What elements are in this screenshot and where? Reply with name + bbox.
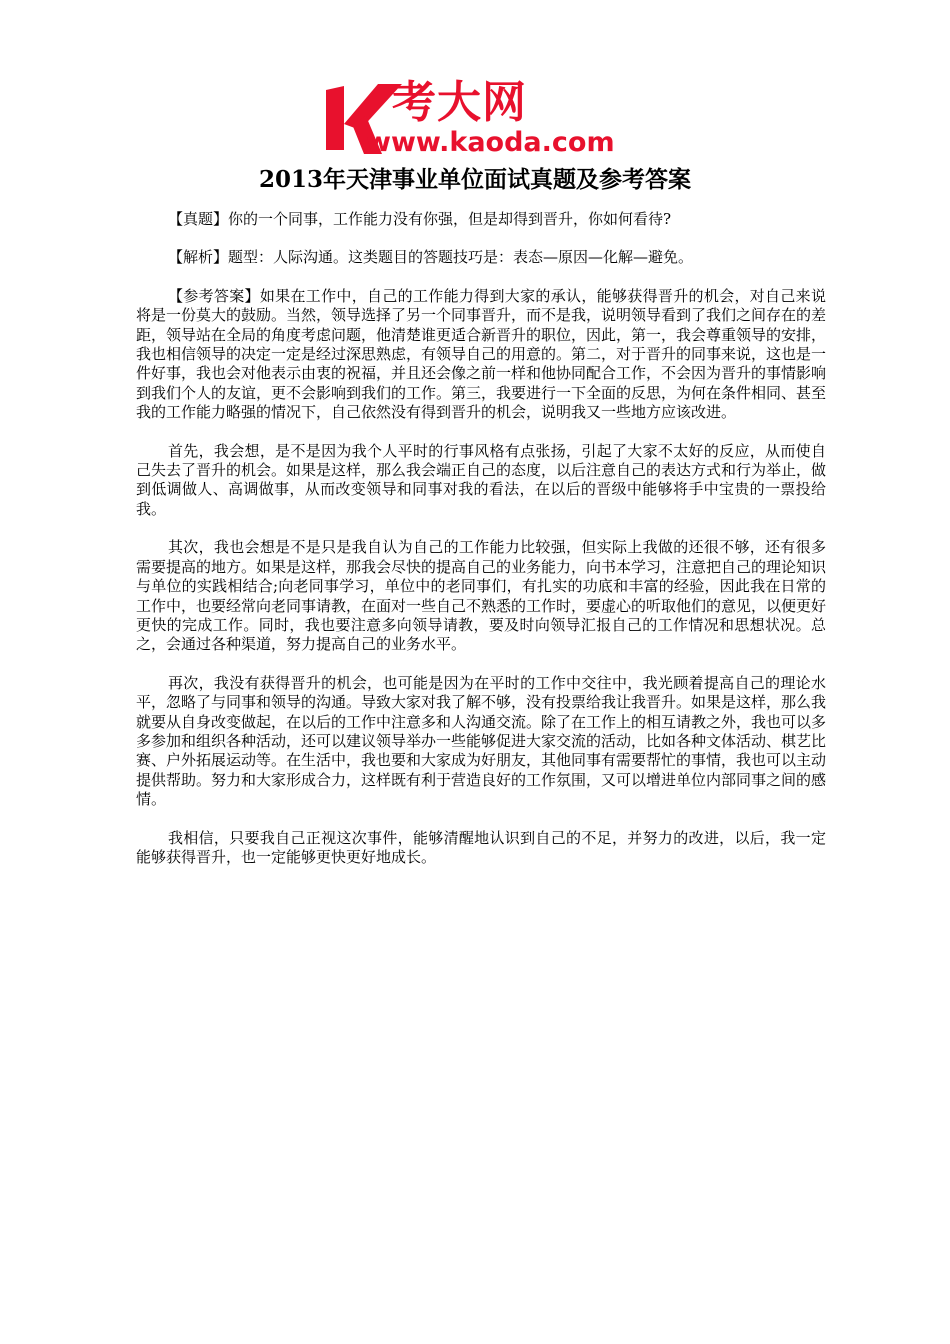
page-title: 2013年天津事业单位面试真题及参考答案 <box>258 166 691 193</box>
answer-paragraph: 【参考答案】如果在工作中，自己的工作能力得到大家的承认，能够获得晋升的机会，对自己来说将是一份莫大的鼓励。当然，领导选择了另一个同事晋升，而不是我，说明领导看到了我们之间存在的差距，领导站在全局的角度考虑问题，他清楚谁更适合新晋升的职位，因此，第一，我会尊重领导的安排，我也相信领导的决定一定是经过深思熟虑，有领导自己的用意的。第二，对于晋升的同事来说，这也是一件好事，我也会对他表示由衷的祝福，并且还会像之前一样和他协同配合工作，不会因为晋升的事情影响到我们个人的友谊，更不会影响到我们的工作。第三，我要进行一下全面的反思，为何在条件相同、甚至我的工作能力略强的情况下，自己依然没有得到晋升的机会，说明我又一些地方应该改进。 <box>136 286 827 422</box>
answer-first-paragraph: 首先，我会想，是不是因为我个人平时的行事风格有点张扬，引起了大家不太好的反应，从而使自己失去了晋升的机会。如果是这样，那么我会端正自己的态度，以后注意自己的表达方式和行为举止，做到低调做人、高调做事，从而改变领导和同事对我的看法，在以后的晋级中能够将手中宝贵的一票投给我。 <box>136 441 827 518</box>
answer-second-paragraph: 其次，我也会想是不是只是我自认为自己的工作能力比较强，但实际上我做的还很不够，还有很多需要提高的地方。如果是这样，那我会尽快的提高自己的业务能力，向书本学习，注意把自己的理论知识与单位的实践相结合;向老同事学习，单位中的老同事们，有扎实的功底和丰富的经验，因此我在日常的工作中，也要经常向老同事请教，在面对一些自己不熟悉的工作时，要虚心的听取他们的意见，以便更好更快的完成工作。同时，我也要注意多向领导请教，要及时向领导汇报自己的工作情况和思想状况。总之，会通过各种渠道，努力提高自己的业务水平。 <box>136 538 827 654</box>
document-body <box>136 210 826 886</box>
logo-brand-text: 考大网 <box>392 77 527 128</box>
kaoda-logo <box>322 77 642 158</box>
answer-third-paragraph: 再次，我没有获得晋升的机会，也可能是因为在平时的工作中交往中，我光顾着提高自己的理论水平，忽略了与同事和领导的沟通。导致大家对我了解不够，没有投票给我让我晋升。如果是这样，那么我就要从自身改变做起，在以后的工作中注意多和人沟通交流。除了在工作上的相互请教之外，我也可以多多参加和组织各种活动，还可以建议领导举办一些能够促进大家交流的活动，比如各种文体活动、棋艺比赛、户外拓展运动等。在生活中，我也要和大家成为好朋友，其他同事有需要帮忙的事情，我也可以主动提供帮助。努力和大家形成合力，这样既有利于营造良好的工作氛围，又可以增进单位内部同事之间的感情。 <box>136 673 827 809</box>
analysis-paragraph: 【解析】题型：人际沟通。这类题目的答题技巧是：表态—原因—化解—避免。 <box>168 248 694 267</box>
logo-url-text: www.kaoda.com <box>366 127 615 158</box>
conclusion-paragraph: 我相信，只要我自己正视这次事件，能够清醒地认识到自己的不足，并努力的改进，以后，我一定能够获得晋升，也一定能够更快更好地成长。 <box>136 828 826 866</box>
question-paragraph: 【真题】你的一个同事，工作能力没有你强，但是却得到晋升，你如何看待? <box>168 210 672 228</box>
